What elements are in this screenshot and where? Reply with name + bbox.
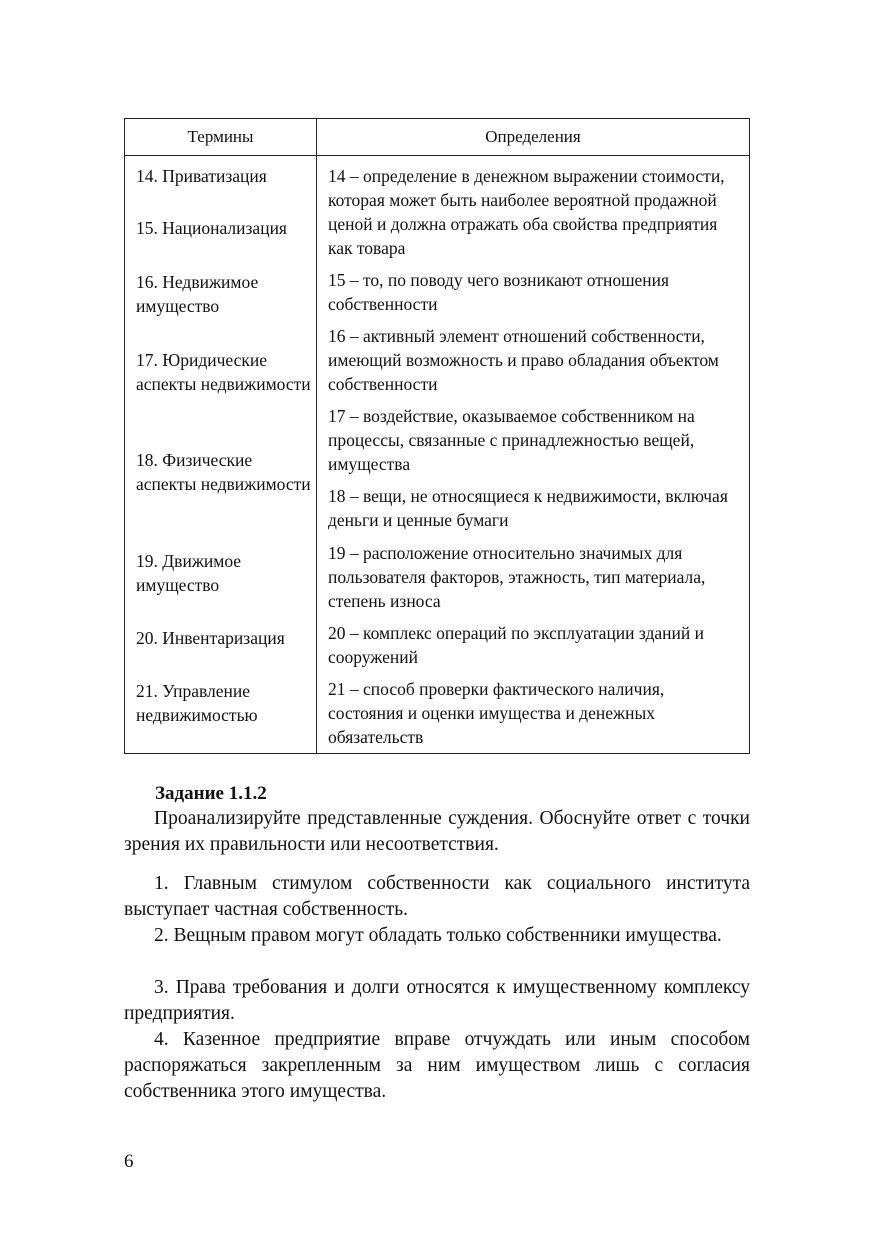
task-title: Задание 1.1.2 xyxy=(155,783,267,804)
definition-18: 18 – вещи, не относящиеся к недвижимости, включая деньги и ценные бумаги xyxy=(328,486,728,530)
terms-definitions-table xyxy=(124,118,750,754)
term-16: 16. Недвижимое имущество xyxy=(136,272,259,316)
header-terms: Термины xyxy=(187,127,254,146)
term-14: 14. Приватизация xyxy=(136,166,267,186)
column-divider xyxy=(316,119,317,753)
header-definitions: Определения xyxy=(485,127,581,146)
term-21: 21. Управление недвижимостью xyxy=(136,681,258,725)
page-number: 6 xyxy=(124,1151,134,1172)
statement-1: 1. Главным стимулом собственности как социального института выступает частная собственность. xyxy=(124,873,750,920)
definition-17: 17 – воздействие, оказываемое собственником на процессы, связанные с принадлежностью вещей, имущества xyxy=(328,406,695,474)
statement-4: 4. Казенное предприятие вправе отчуждать или иным способом распоряжаться закрепленным за ним имуществом лишь с согласия собственника этого имущества. xyxy=(124,1029,750,1102)
header-divider xyxy=(125,155,749,156)
definition-14: 14 – определение в денежном выражении стоимости, которая может быть наиболее вероятной продажной ценой и должна отражать оба свойства предприятия как товара xyxy=(328,166,725,258)
definition-20: 20 – комплекс операций по эксплуатации зданий и сооружений xyxy=(328,623,705,667)
term-17: 17. Юридические аспекты недвижимости xyxy=(136,350,311,394)
definition-15: 15 – то, по поводу чего возникают отношения собственности xyxy=(328,270,670,314)
term-15: 15. Национализация xyxy=(136,218,287,238)
term-18: 18. Физические аспекты недвижимости xyxy=(136,450,311,494)
task-intro: Проанализируйте представленные суждения. Обоснуйте ответ с точки зрения их правильности или несоответствия. xyxy=(124,808,750,855)
term-19: 19. Движимое имущество xyxy=(136,551,242,595)
statement-3: 3. Права требования и долги относятся к имущественному комплексу предприятия. xyxy=(124,977,750,1024)
definition-21: 21 – способ проверки фактического наличия, состояния и оценки имущества и денежных обязательств xyxy=(328,679,665,747)
definition-16: 16 – активный элемент отношений собственности, имеющий возможность и право обладания объектом собственности xyxy=(328,326,719,394)
statement-2: 2. Вещным правом могут обладать только собственники имущества. xyxy=(154,925,722,946)
definition-19: 19 – расположение относительно значимых для пользователя факторов, этажность, тип материала, степень износа xyxy=(328,543,706,611)
term-20: 20. Инвентаризация xyxy=(136,628,285,648)
